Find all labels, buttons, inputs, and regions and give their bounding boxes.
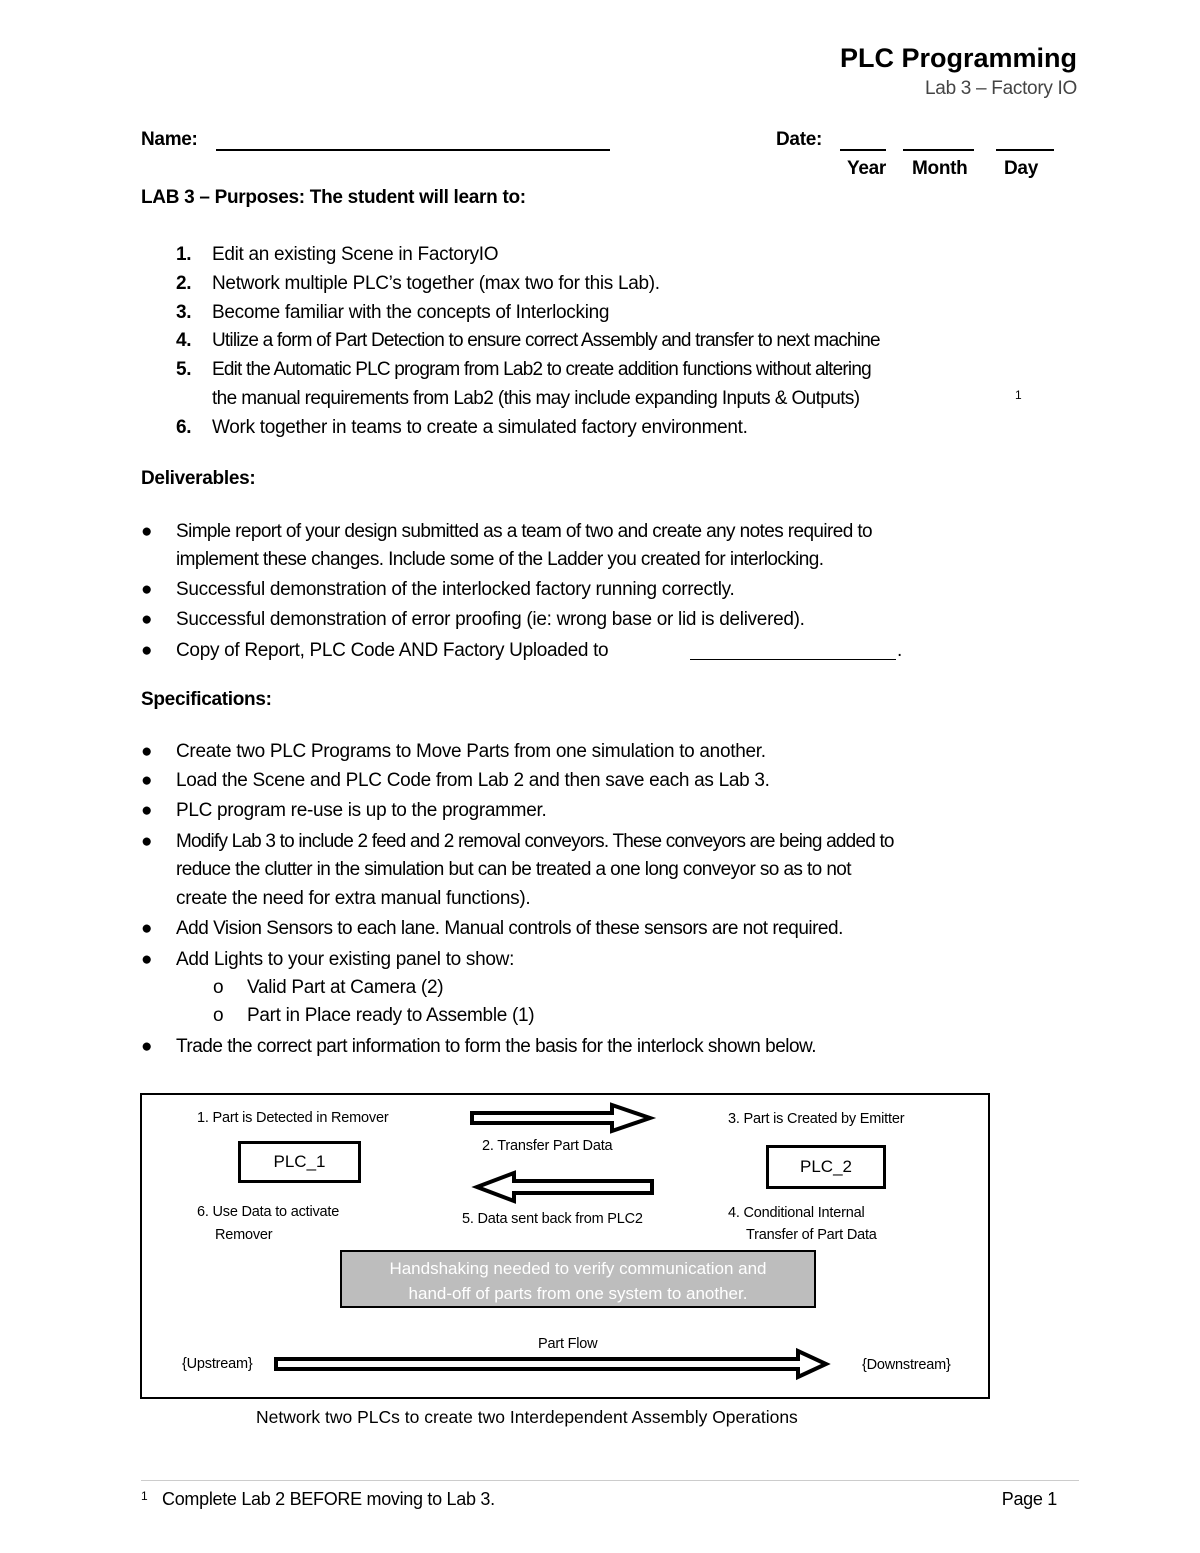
bullet-icon: ● — [141, 949, 153, 970]
deliverables-heading: Deliverables: — [141, 468, 256, 489]
year-label: Year — [847, 158, 886, 179]
step-1-label: 1. Part is Detected in Remover — [197, 1110, 389, 1126]
list-number: 6. — [176, 417, 192, 438]
diagram-caption: Network two PLCs to create two Interdependent Assembly Operations — [256, 1407, 798, 1427]
footer-divider — [141, 1480, 1079, 1481]
period: . — [897, 640, 902, 661]
list-item: Add Vision Sensors to each lane. Manual controls of these sensors are not required. — [176, 918, 843, 939]
sub-list-item: Valid Part at Camera (2) — [247, 977, 444, 998]
list-item: Simple report of your design submitted as a team of two and create any notes required to — [176, 521, 873, 542]
right-arrow-icon — [472, 1105, 650, 1131]
step-4-label-continued: Transfer of Part Data — [746, 1227, 877, 1243]
header-subtitle: Lab 3 – Factory IO — [925, 78, 1077, 99]
list-item: Trade the correct part information to form the basis for the interlock shown below. — [176, 1036, 817, 1057]
list-item: Add Lights to your existing panel to show: — [176, 949, 515, 970]
upload-location-field[interactable] — [690, 640, 896, 660]
bullet-icon: ● — [141, 521, 153, 542]
list-item: Successful demonstration of error proofing (ie: wrong base or lid is delivered). — [176, 609, 805, 630]
bullet-icon: ● — [141, 918, 153, 939]
bullet-icon: ● — [141, 609, 153, 630]
month-label: Month — [912, 158, 968, 179]
left-arrow-icon — [477, 1173, 652, 1201]
list-item-continued: the manual requirements from Lab2 (this may include expanding Inputs & Outputs) — [212, 388, 860, 409]
step-5-label: 5. Data sent back from PLC2 — [462, 1211, 643, 1227]
bullet-icon: ● — [141, 741, 153, 762]
list-item: Successful demonstration of the interlocked factory running correctly. — [176, 579, 735, 600]
part-flow-label: Part Flow — [538, 1336, 598, 1352]
month-field[interactable] — [903, 128, 974, 151]
list-number: 3. — [176, 302, 192, 323]
header-title: PLC Programming — [839, 43, 1077, 73]
step-6-label-continued: Remover — [215, 1227, 273, 1243]
upstream-label: {Upstream} — [182, 1356, 253, 1372]
bullet-icon: ● — [141, 800, 153, 821]
list-item: PLC program re-use is up to the programmer. — [176, 800, 547, 821]
list-item: Load the Scene and PLC Code from Lab 2 and then save each as Lab 3. — [176, 770, 770, 791]
bullet-icon: ● — [141, 579, 153, 600]
list-item: Network multiple PLC’s together (max two for this Lab). — [212, 273, 660, 294]
handshake-note — [340, 1250, 816, 1308]
list-item: Become familiar with the concepts of Interlocking — [212, 302, 610, 323]
bullet-icon: ● — [141, 640, 153, 661]
list-number: 5. — [176, 359, 192, 380]
bullet-icon: ● — [141, 770, 153, 791]
list-item: Edit the Automatic PLC program from Lab2 to create addition functions without altering — [212, 359, 871, 380]
purposes-heading: LAB 3 – Purposes: The student will learn to: — [141, 187, 526, 208]
step-6-label: 6. Use Data to activate — [197, 1204, 340, 1220]
plc-1-label: PLC_1 — [273, 1152, 326, 1171]
sub-bullet-icon: o — [213, 977, 224, 998]
downstream-label: {Downstream} — [862, 1357, 951, 1373]
day-field[interactable] — [996, 128, 1054, 151]
footnote-reference: 1 — [1015, 388, 1022, 402]
bullet-icon: ● — [141, 831, 153, 852]
year-field[interactable] — [840, 128, 886, 151]
list-item: Work together in teams to create a simulated factory environment. — [212, 417, 748, 438]
step-3-label: 3. Part is Created by Emitter — [728, 1111, 905, 1127]
list-item-continued: implement these changes. Include some of the Ladder you created for interlocking. — [176, 549, 824, 570]
list-number: 1. — [176, 244, 192, 265]
list-item: Utilize a form of Part Detection to ensure correct Assembly and transfer to next machine — [212, 330, 880, 351]
list-item-continued: create the need for extra manual functions). — [176, 888, 531, 909]
name-label: Name: — [141, 129, 198, 150]
page-number: Page 1 — [1001, 1489, 1057, 1509]
list-item: Edit an existing Scene in FactoryIO — [212, 244, 499, 265]
specifications-heading: Specifications: — [141, 689, 272, 710]
step-2-label: 2. Transfer Part Data — [482, 1138, 613, 1154]
list-item-continued: reduce the clutter in the simulation but can be treated a one long conveyor so as to not — [176, 859, 851, 880]
bullet-icon: ● — [141, 1036, 153, 1057]
sub-list-item: Part in Place ready to Assemble (1) — [247, 1005, 535, 1026]
name-field[interactable] — [216, 128, 610, 151]
handshake-line-1: Handshaking needed to verify communication and — [389, 1259, 767, 1278]
list-number: 4. — [176, 330, 192, 351]
day-label: Day — [1004, 158, 1038, 179]
footnote-text: Complete Lab 2 BEFORE moving to Lab 3. — [162, 1489, 495, 1509]
list-item: Create two PLC Programs to Move Parts from one simulation to another. — [176, 741, 766, 762]
handshake-line-2: hand-off of parts from one system to another. — [408, 1284, 748, 1303]
footnote-mark: 1 — [141, 1489, 148, 1503]
plc-2-label: PLC_2 — [800, 1157, 852, 1176]
sub-bullet-icon: o — [213, 1005, 224, 1026]
step-4-label: 4. Conditional Internal — [728, 1205, 865, 1221]
list-number: 2. — [176, 273, 192, 294]
list-item: Copy of Report, PLC Code AND Factory Uploaded to — [176, 640, 609, 661]
interlock-diagram — [140, 1093, 990, 1399]
list-item: Modify Lab 3 to include 2 feed and 2 removal conveyors. These conveyors are being added to — [176, 831, 894, 852]
date-label: Date: — [776, 129, 823, 150]
